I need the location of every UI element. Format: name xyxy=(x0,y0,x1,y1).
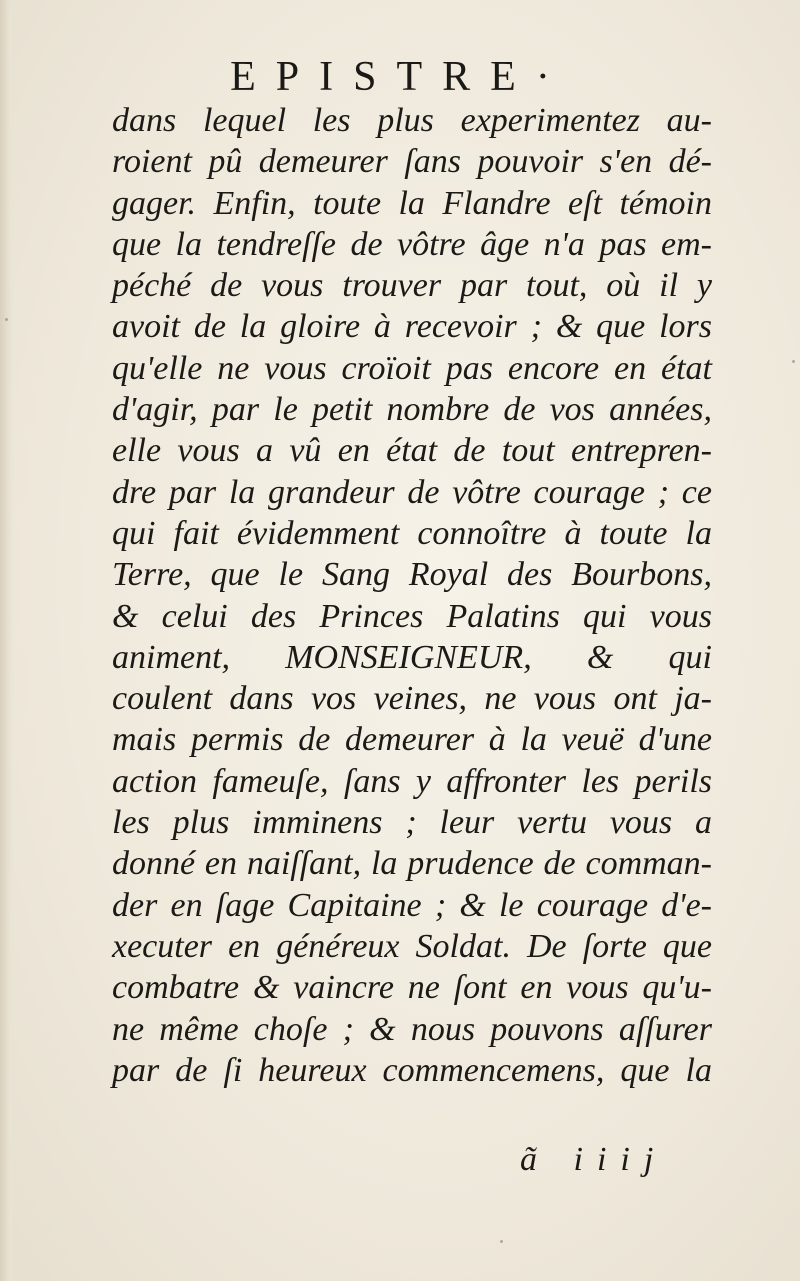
text-line: d'agir, par le petit nombre de vos années, xyxy=(112,391,712,429)
text-line: que la tendreſſe de vôtre âge n'a pas em- xyxy=(112,225,712,263)
text-line: coulent dans vos veines, ne vous ont ja- xyxy=(112,680,712,718)
paper-speck xyxy=(792,360,795,363)
paper-speck xyxy=(500,1240,503,1243)
text-line: mais permis de demeurer à la veuë d'une xyxy=(112,721,712,759)
text-line: elle vous a vû en état de tout entrepren- xyxy=(112,432,712,470)
text-line: péché de vous trouver par tout, où il y xyxy=(112,267,712,305)
text-line: avoit de la gloire à recevoir ; & que lors xyxy=(112,308,712,346)
text-line: combatre & vaincre ne ſont en vous qu'u- xyxy=(112,969,712,1007)
text-line: animent, MONSEIGNEUR, & qui xyxy=(112,638,712,676)
text-line: dre par la grandeur de vôtre courage ; ce xyxy=(112,473,712,511)
text-line: qui fait évidemment connoître à toute la xyxy=(112,514,712,552)
body-text xyxy=(112,100,712,1091)
text-line: donné en naiſſant, la prudence de comman- xyxy=(112,845,712,883)
text-line: roient pû demeurer ſans pouvoir s'en dé- xyxy=(112,143,712,181)
text-line: qu'elle ne vous croïoit pas encore en état xyxy=(112,349,712,387)
text-line: xecuter en généreux Soldat. De ſorte que xyxy=(112,927,712,965)
text-line: Terre, que le Sang Royal des Bourbons, xyxy=(112,556,712,594)
text-line: der en ſage Capitaine ; & le courage d'e- xyxy=(112,886,712,924)
text-line: ne même choſe ; & nous pouvons aſſurer xyxy=(112,1010,712,1048)
paper-speck xyxy=(5,318,8,321)
binding-edge xyxy=(0,0,14,1281)
running-head: EPISTRE· xyxy=(230,54,570,100)
text-line: action fameuſe, ſans y affronter les perils xyxy=(112,762,712,800)
text-line: & celui des Princes Palatins qui vous xyxy=(112,597,712,635)
signature-mark: ã iiij xyxy=(520,1141,668,1178)
text-line: les plus imminens ; leur vertu vous a xyxy=(112,804,712,842)
text-line: par de ſi heureux commencemens, que la xyxy=(112,1051,712,1089)
text-line: dans lequel les plus experimentez au- xyxy=(112,102,712,139)
text-line: gager. Enfin, toute la Flandre eſt témoin xyxy=(112,184,712,222)
